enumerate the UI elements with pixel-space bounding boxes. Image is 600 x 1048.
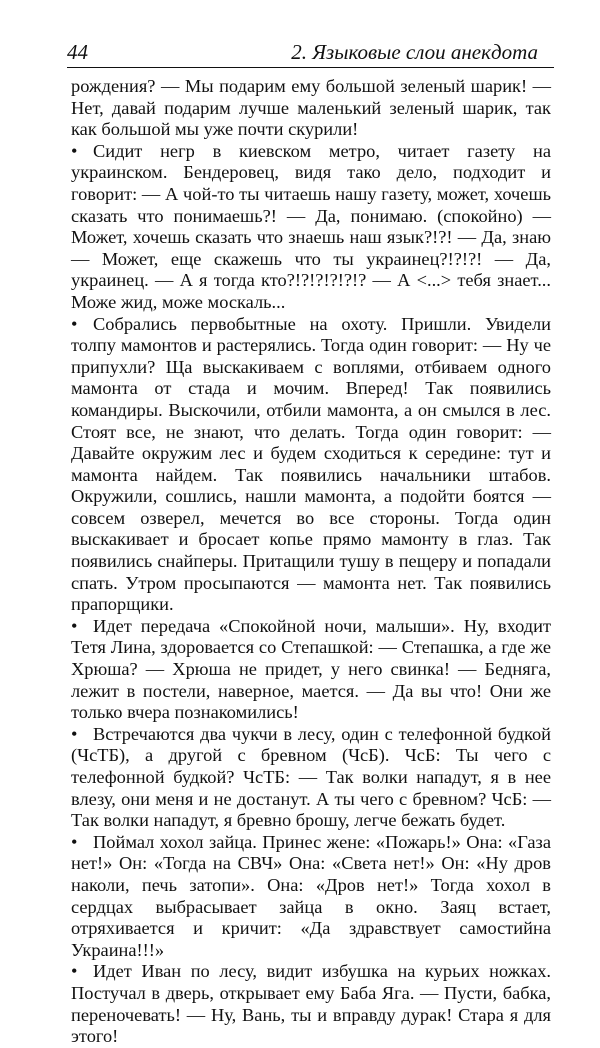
bullet-icon: • bbox=[71, 961, 78, 982]
bullet-icon: • bbox=[71, 723, 78, 744]
paragraph-text: Поймал хохол зайца. Принес жене: «Пожарь!» Она: «Газа нет!» Он: «Тогда на СВЧ» Она: «Света нет!» Он: «Ну дров наколи, печь затопи». Она: «Дров нет!» Тогда хохол в сердцах выбрасывает зайца в окно. Заяц встает, отряхивается и кричит: «Да здравствует самостийна Украина!!!» bbox=[71, 831, 551, 960]
page-header bbox=[67, 38, 554, 66]
paragraph-text: Собрались первобытные на охоту. Пришли. Увидели толпу мамонтов и растерялись. Тогда один говорит: — Ну че припухли? Ща выскакиваем с воплями, отбиваем одного мамонта от стада и мочим. Вперед! Так появились командиры. Выскочили, отбили мамонта, а он смылся в лес. Стоят все, не знают, что делать. Тогда один говорит: — Давайте окружим лес и будем сходиться к середине: тут и мамонта найдем. Так появились начальники штабов. Окружили, сошлись, нашли мамонта, а подойти боятся — совсем озверел, мечется во все стороны. Тогда один выскакивает и бросает копье прямо мамонту в глаз. Так появились снайперы. Притащили тушу в пещеру и попадали спать. Утром просыпаются — мамонта нет. Так появились прапорщики. bbox=[71, 313, 551, 615]
header-divider bbox=[67, 67, 554, 68]
joke-item bbox=[71, 141, 551, 314]
paragraph-text: Сидит негр в киевском метро, читает газету на украинском. Бендеровец, видя тако дело, подходит и говорит: — А чой-то ты читаешь нашу газету, может, хочешь сказать что понимаешь?! — Да, понимаю. (спокойно) — Может, хочешь сказать что знаешь наш язык?!?! — Да, знаю — Может, еще скажешь что ты украинец?!?!?! — Да, украинец. — А я тогда кто?!?!?!?!?!? — А <...> тебя знает... Може жид, може москаль... bbox=[71, 140, 551, 312]
bullet-icon: • bbox=[71, 140, 78, 161]
paragraph-text: рождения? — Мы подарим ему большой зеленый шарик! — Нет, давай подарим лучше маленький зеленый шарик, так как большой мы уже почти скурили! bbox=[71, 76, 551, 140]
joke-item bbox=[71, 832, 551, 962]
running-title: 2. Языковые слои анекдота bbox=[291, 40, 538, 64]
paragraph-continuation bbox=[71, 76, 551, 141]
joke-item bbox=[71, 314, 551, 616]
paragraph-text: Идет Иван по лесу, видит избушка на курьих ножках. Постучал в дверь, открывает ему Баба Яга. — Пусти, бабка, переночевать! — Ну, Вань, ты и вправду дурак! Стара я для этого! bbox=[71, 961, 551, 1047]
joke-item bbox=[71, 961, 551, 1047]
page-number: 44 bbox=[67, 40, 88, 64]
page-body bbox=[71, 76, 551, 1048]
joke-item bbox=[71, 724, 551, 832]
bullet-icon: • bbox=[71, 615, 78, 636]
bullet-icon: • bbox=[71, 831, 78, 852]
paragraph-text: Идет передача «Спокойной ночи, малыши». Ну, входит Тетя Лина, здоровается со Степашкой: — Степашка, а где же Хрюша? — Хрюша не придет, у него свинка! — Бедняга, лежит в постели, наверное, мается. — Да вы что! Они же только вчера познакомились! bbox=[71, 615, 551, 723]
paragraph-text: Встречаются два чукчи в лесу, один с телефонной будкой (ЧсТБ), а другой с бревном (ЧсБ). ЧсБ: Ты чего с телефонной будкой? ЧсТБ: — Так волки нападут, я в нее влезу, они меня и не достанут. А ты чего с бревном? ЧсБ: — Так волки нападут, я бревно брошу, легче бежать будет. bbox=[71, 723, 551, 831]
bullet-icon: • bbox=[71, 313, 78, 334]
joke-item bbox=[71, 616, 551, 724]
